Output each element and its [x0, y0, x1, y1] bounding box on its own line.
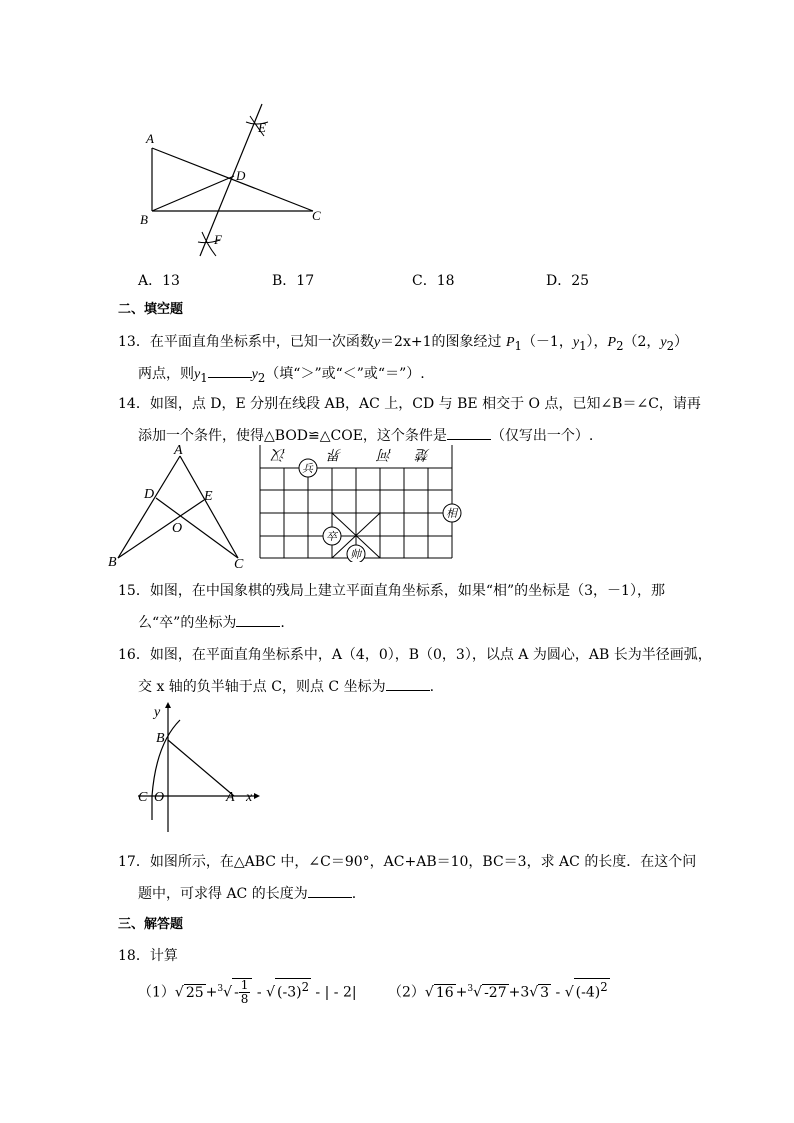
label-o: O: [172, 521, 183, 536]
answer-blank-14[interactable]: [447, 425, 491, 440]
question-14-line1: 14．如图，点 D，E 分别在线段 AB，AC 上，CD 与 BE 相交于 O 点，已知∠B＝∠C，请再: [118, 396, 701, 412]
question-16-line1: 16．如图，在平面直角坐标系中，A（4，0），B（0，3），以点 A 为圆心，AB 长为半径画弧，: [118, 647, 712, 663]
piece-bing: [299, 459, 317, 477]
label-a: A: [146, 131, 154, 146]
answer-blank-17[interactable]: [308, 883, 352, 898]
figure-q14: [106, 440, 250, 570]
label-e: E: [258, 120, 266, 135]
svg-text:卒: 卒: [326, 531, 337, 543]
x-axis-arrow: [254, 793, 260, 799]
section-heading-answer: 三、解答题: [118, 917, 184, 932]
section-heading-fill-in: 二、填空题: [118, 302, 184, 317]
question-13-line1: 13．在平面直角坐标系中，已知一次函数y＝2x+1的图象经过 $P_1(-1$，$y_1$），$P_2(2$，$y_2$）: [118, 334, 689, 353]
label-a: A: [226, 790, 235, 805]
question-16-line2: 交 x 轴的负半轴于点 C，则点 C 坐标为 .: [138, 676, 434, 697]
y-axis-arrow: [165, 702, 171, 708]
question-18-part2: （2）√ 16 +$^3$√ -27 +3√ 3 - √ $(-4)^2$: [388, 980, 608, 1001]
label-b: B: [140, 212, 148, 227]
option-c: C．18: [412, 273, 455, 289]
label-o: O: [154, 790, 165, 805]
answer-blank-16[interactable]: [386, 676, 430, 691]
label-b: B: [156, 731, 165, 746]
question-14-line2: 添加一个条件，使得△BOD≌△COE，这个条件是 （仅写出一个）.: [138, 425, 593, 446]
label-e: E: [204, 489, 213, 504]
segment-ab: [168, 740, 234, 796]
svg-text:兵: 兵: [302, 463, 313, 475]
figure-q12: [138, 96, 328, 262]
label-a: A: [174, 443, 183, 458]
label-c: C: [312, 208, 321, 223]
answer-blank-13[interactable]: [208, 363, 252, 378]
label-c: C: [234, 557, 244, 570]
svg-text:相: 相: [446, 508, 457, 520]
label-b: B: [108, 555, 117, 570]
river-char-3: 河: [378, 446, 392, 461]
piece-xiang: [443, 504, 461, 522]
label-d: D: [144, 487, 155, 502]
label-y: y: [154, 705, 161, 720]
piece-zu: [323, 527, 341, 545]
river-char-1: 汉: [272, 446, 286, 461]
svg-text:帅: 帅: [350, 549, 361, 561]
segment-cd: [156, 498, 238, 558]
segment-ab: [118, 456, 183, 558]
river-char-2: 界: [328, 446, 342, 461]
label-f: F: [214, 232, 222, 247]
answer-blank-15[interactable]: [236, 612, 280, 627]
question-15-line1: 15．如图，在中国象棋的残局上建立平面直角坐标系，如果“相”的坐标是（3，－1），那: [118, 583, 665, 599]
question-18-title: 18．计算: [118, 948, 178, 964]
segment-ac: [180, 456, 238, 558]
figure-q16: [132, 700, 262, 836]
question-17-line1: 17．如图所示，在△ABC 中，∠C＝90°，AC+AB＝10，BC＝3，求 AC 的长度．在这个问: [118, 854, 697, 870]
option-a: A．13: [138, 273, 180, 289]
river-char-4: 楚: [416, 446, 430, 461]
question-18-part1: （1）√ 25 +$^3$√ - $\frac{1}{8}$ - √ $(-3)^2$ - | - 2|: [138, 978, 357, 1007]
question-17-line2: 题中，可求得 AC 的长度为 .: [138, 883, 356, 904]
piece-shuai: [347, 545, 365, 562]
label-d: D: [236, 168, 246, 183]
label-c: C: [138, 790, 148, 805]
figure-chessboard: [256, 442, 466, 562]
option-d: D．25: [546, 273, 590, 289]
segment-be: [118, 500, 204, 558]
question-13-line2: 两点，则$y_1$ $y_2$（填“＞”或“＜”或“＝”）.: [138, 363, 425, 388]
option-b: B．17: [272, 273, 315, 289]
label-x: x: [246, 790, 253, 805]
question-15-line2: 么“卒”的坐标为 .: [138, 612, 285, 633]
